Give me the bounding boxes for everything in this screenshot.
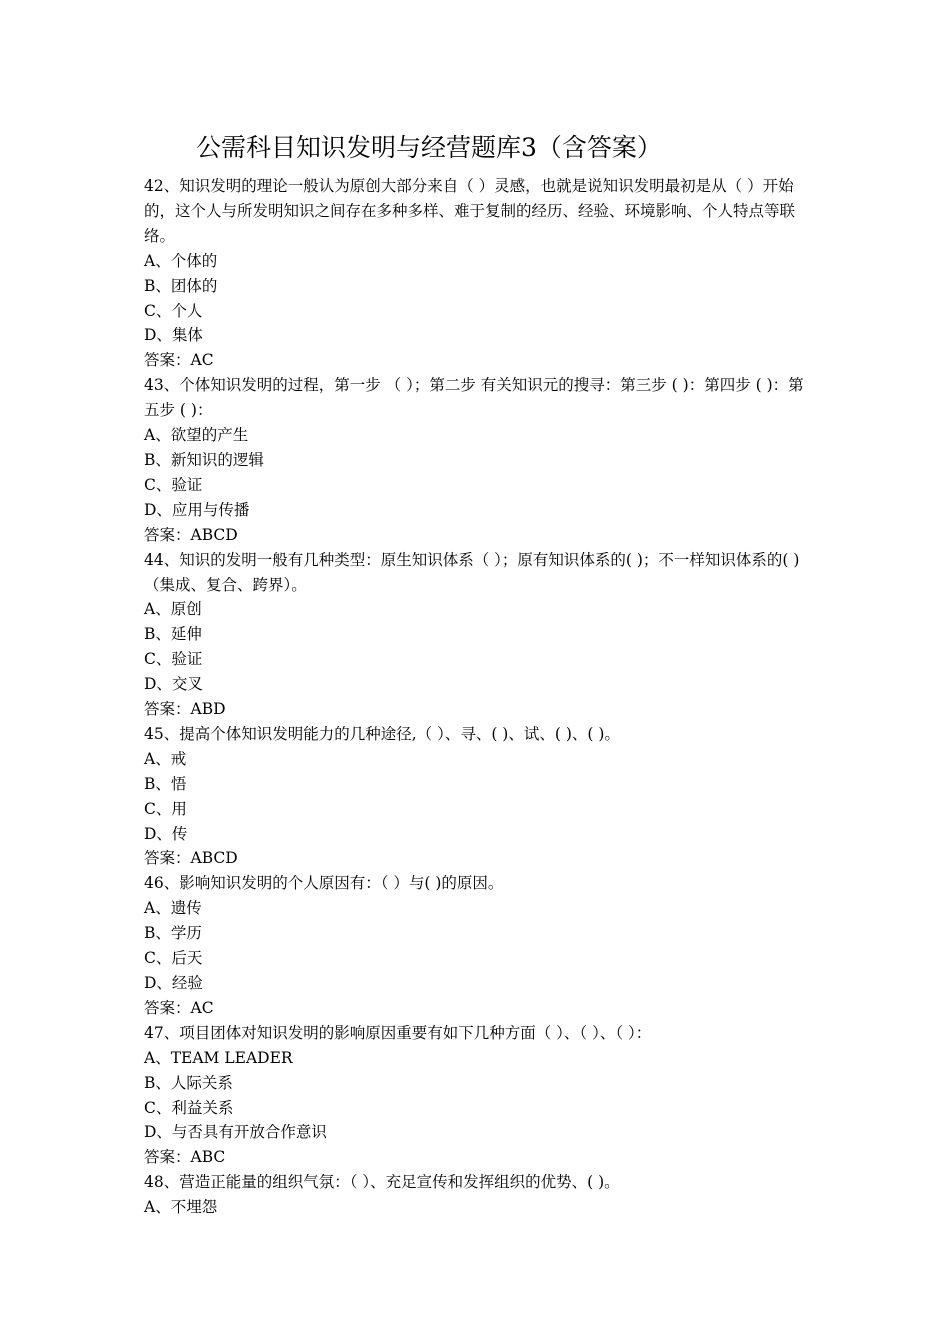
option-a: A、原创 bbox=[144, 600, 202, 619]
question-47 bbox=[144, 1021, 808, 1170]
option-b: B、学历 bbox=[144, 924, 202, 943]
option-d: D、经验 bbox=[144, 974, 203, 992]
answer-line: 答案：AC bbox=[144, 351, 214, 370]
option-a: A、遗传 bbox=[144, 899, 202, 918]
option-a: A、戒 bbox=[144, 749, 187, 768]
option-d: D、集体 bbox=[144, 326, 203, 345]
question-44 bbox=[144, 548, 808, 722]
option-d: D、应用与传播 bbox=[144, 500, 250, 519]
option-b: B、人际关系 bbox=[144, 1073, 233, 1092]
option-c: C、验证 bbox=[144, 475, 203, 494]
question-stem: 48、营造正能量的组织气氛：（ ）、充足宣传和发挥组织的优势、( )。 bbox=[144, 1173, 620, 1192]
option-d: D、传 bbox=[144, 824, 188, 843]
answer-line: 答案：ABCD bbox=[144, 849, 238, 868]
option-b: B、团体的 bbox=[144, 276, 218, 295]
question-list bbox=[144, 174, 808, 1220]
answer-line: 答案：ABC bbox=[144, 1148, 226, 1167]
answer-line: 答案：AC bbox=[144, 998, 214, 1017]
answer-line: 答案：ABCD bbox=[144, 525, 238, 544]
option-c: C、个人 bbox=[144, 301, 203, 320]
page-title: 公需科目知识发明与经营题库3（含答案） bbox=[196, 133, 662, 162]
answer-line: 答案：ABD bbox=[144, 700, 226, 719]
option-a: A、不埋怨 bbox=[144, 1198, 218, 1217]
question-45 bbox=[144, 722, 808, 871]
question-42 bbox=[144, 174, 808, 373]
question-46 bbox=[144, 871, 808, 1020]
option-a: A、TEAM LEADER bbox=[144, 1048, 293, 1067]
question-stem: 47、项目团体对知识发明的影响原因重要有如下几种方面（ ）、（ ）、（ ）： bbox=[144, 1023, 652, 1042]
option-d: D、交叉 bbox=[144, 675, 203, 694]
option-c: C、利益关系 bbox=[144, 1098, 234, 1117]
option-c: C、验证 bbox=[144, 650, 203, 669]
option-a: A、个体的 bbox=[144, 251, 218, 270]
option-c: C、用 bbox=[144, 799, 187, 818]
option-d: D、与否具有开放合作意识 bbox=[144, 1123, 327, 1142]
question-43 bbox=[144, 373, 808, 547]
option-b: B、新知识的逻辑 bbox=[144, 450, 264, 469]
question-stem: 46、影响知识发明的个人原因有：（ ）与( )的原因。 bbox=[144, 874, 504, 893]
option-c: C、后天 bbox=[144, 949, 203, 968]
question-48 bbox=[144, 1170, 808, 1220]
option-b: B、悟 bbox=[144, 774, 187, 793]
question-stem: 43、个体知识发明的过程，第一步 （ ）；第二步 有关知识元的搜寻：第三步 ( )：第四步 ( )：第五步 ( )： bbox=[144, 376, 804, 420]
option-b: B、延伸 bbox=[144, 625, 202, 644]
question-stem: 44、知识的发明一般有几种类型：原生知识体系（ ）；原有知识体系的( )；不一样知识体系的( )（集成、复合、跨界）。 bbox=[144, 550, 800, 594]
question-stem: 45、提高个体知识发明能力的几种途径,（ ）、寻、( )、试、( )、( )。 bbox=[144, 724, 620, 743]
option-a: A、欲望的产生 bbox=[144, 426, 249, 445]
question-stem: 42、知识发明的理论一般认为原创大部分来自（ ）灵感，也就是说知识发明最初是从（ ）开始的，这个人与所发明知识之间存在多种多样、难于复制的经历、经验、环境影响、个人特点等联络。 bbox=[144, 177, 796, 245]
